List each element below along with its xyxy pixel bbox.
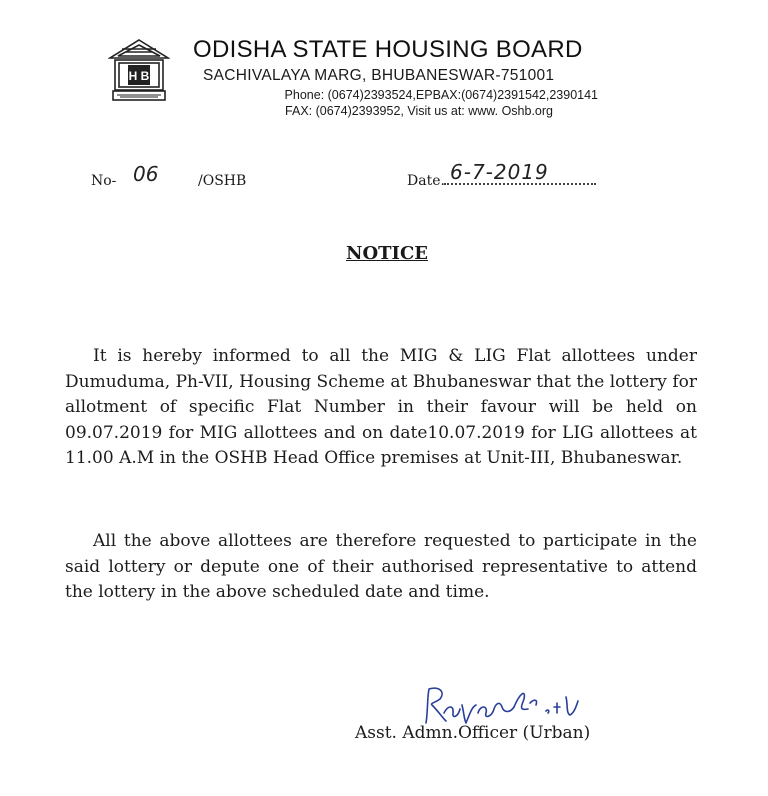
date-label: Date. [407, 173, 445, 189]
organization-fax: FAX: (0674)2393952, Visit us at: www. Oshb.org [285, 104, 553, 118]
housing-board-logo [108, 38, 170, 104]
reference-suffix: /OSHB [198, 173, 247, 189]
notice-heading: NOTICE [346, 243, 428, 264]
reference-number-value: 06 [133, 162, 159, 186]
organization-name: ODISHA STATE HOUSING BOARD [193, 36, 583, 63]
organization-phone: Phone: (0674)2393524,EPBAX:(0674)2391542,2390141 [284, 88, 598, 102]
notice-paragraph-1: It is hereby informed to all the MIG & LIG Flat allottees under Dumuduma, Ph-VII, Housing Scheme at Bhubaneswar that the lottery for allotment of specific Flat Number in their favour will be held on 09.07.2019 for MIG allottees and on date10.07.2019 for LIG allottees at 11.00 A.M in the OSHB Head Office premises at Unit-III, Bhubaneswar. [65, 346, 697, 468]
date-value: 6-7-2019 [450, 160, 549, 184]
organization-address: SACHIVALAYA MARG, BHUBANESWAR-751001 [203, 67, 555, 84]
svg-text:H B: H B [128, 69, 150, 83]
notice-paragraph-2: All the above allottees are therefore requested to participate in the said lottery or depute one of their authorised representative to attend the lottery in the above scheduled date and time. [65, 531, 697, 602]
reference-number-label: No- [91, 173, 117, 189]
signatory-designation: Asst. Admn.Officer (Urban) [355, 723, 591, 743]
